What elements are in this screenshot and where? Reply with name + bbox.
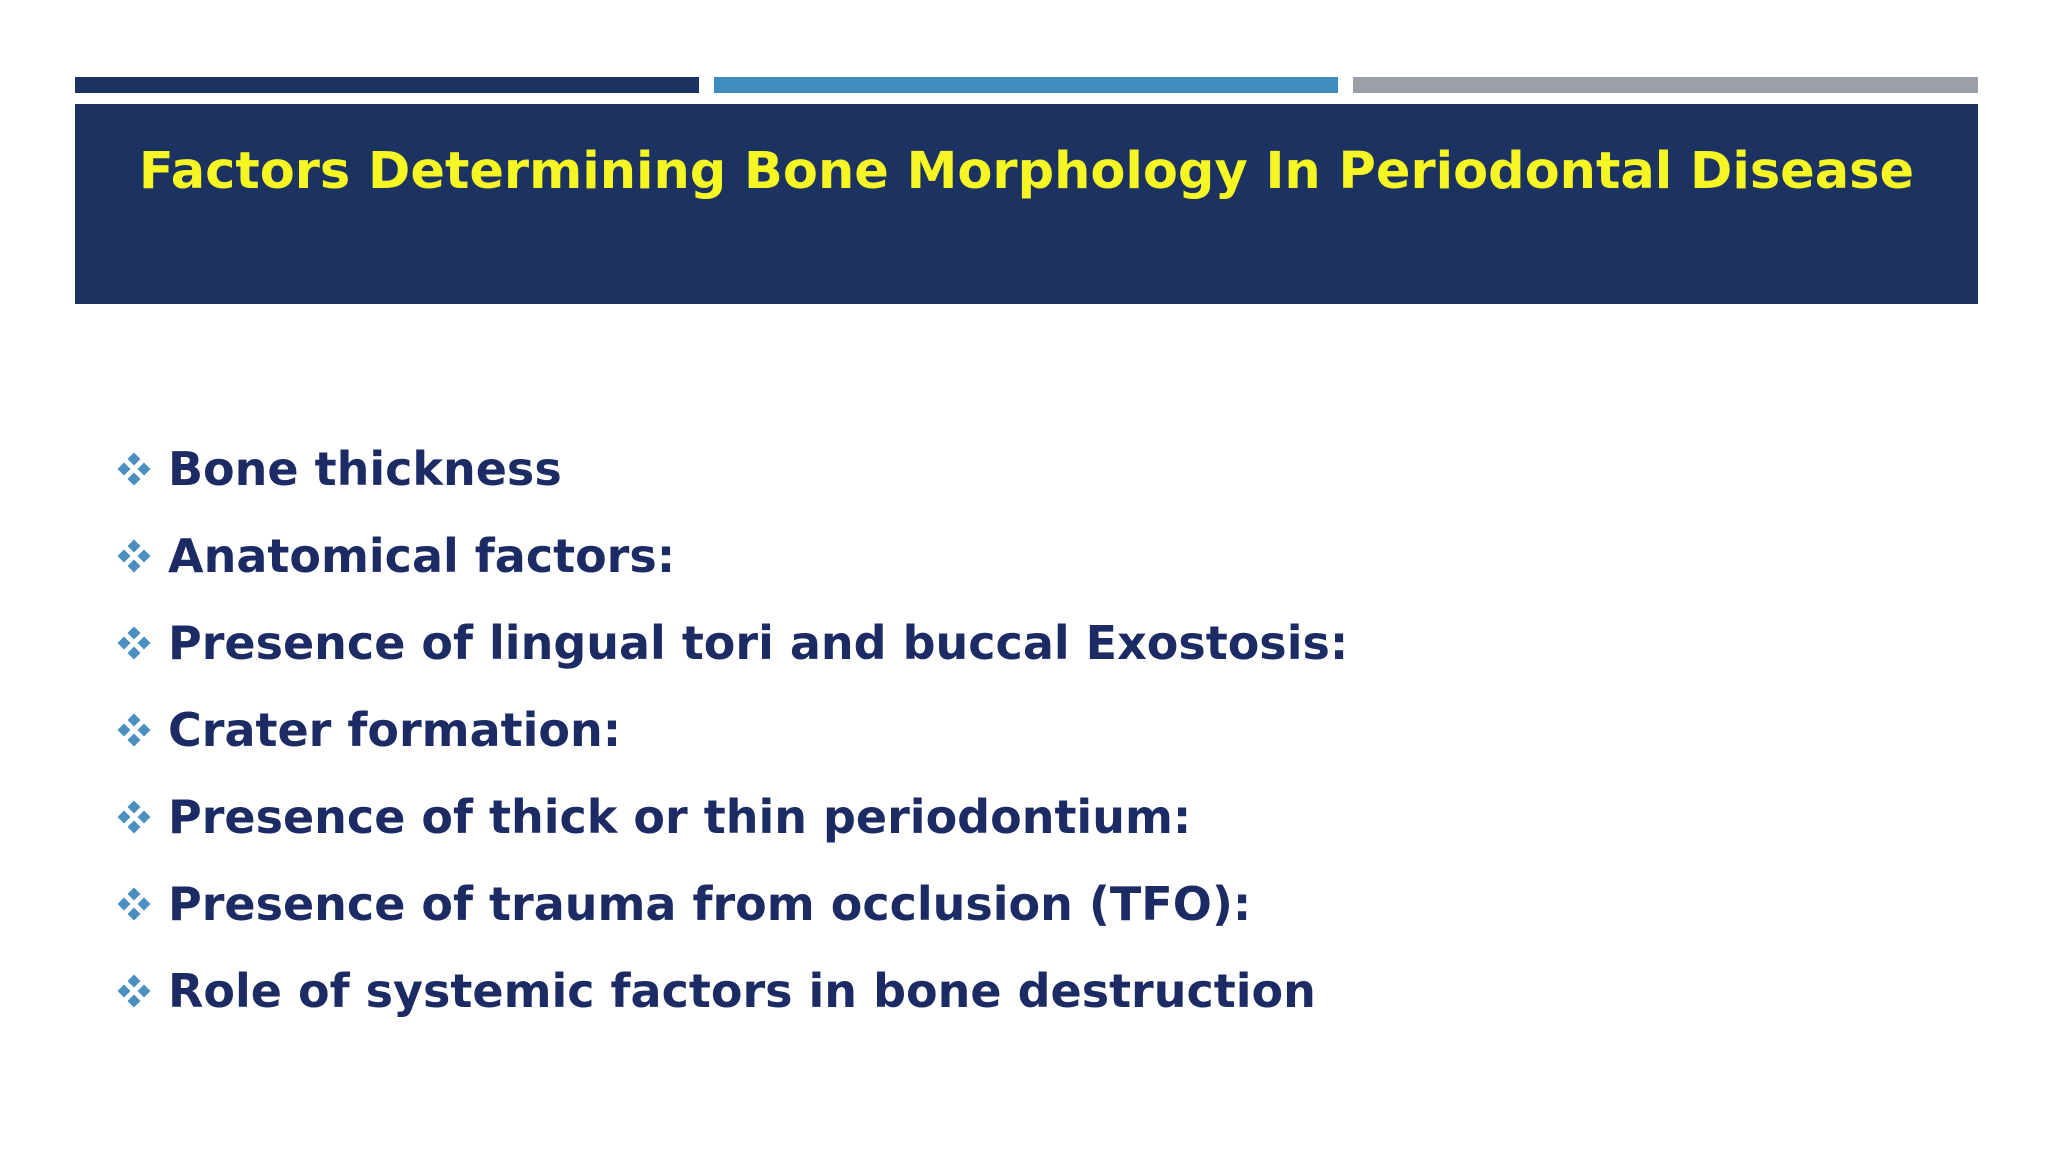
diamond-shape	[138, 549, 151, 562]
diamond-shape	[128, 646, 141, 659]
slide-title: Factors Determining Bone Morphology In Periodontal Disease	[138, 142, 1915, 201]
list-item	[116, 512, 1348, 599]
diamond-shape	[118, 897, 131, 910]
diamond-shape	[138, 897, 151, 910]
title-banner	[75, 104, 1978, 304]
diamond-cluster-icon	[116, 712, 152, 748]
diamond-shape	[128, 974, 141, 987]
accent-bar-navy	[75, 77, 699, 93]
list-item	[116, 860, 1348, 947]
diamond-shape	[128, 733, 141, 746]
list-item	[116, 425, 1348, 512]
bullet-text: Crater formation:	[168, 702, 622, 757]
diamond-shape	[118, 549, 131, 562]
bullet-text: Presence of lingual tori and buccal Exostosis:	[168, 615, 1349, 670]
bullet-text: Role of systemic factors in bone destruction	[168, 963, 1316, 1018]
diamond-shape	[118, 462, 131, 475]
bullet-list	[116, 425, 1348, 1034]
list-item	[116, 947, 1348, 1034]
diamond-shape	[128, 626, 141, 639]
bullet-text: Presence of trauma from occlusion (TFO):	[168, 876, 1252, 931]
diamond-shape	[118, 636, 131, 649]
accent-bar-blue	[714, 77, 1338, 93]
diamond-cluster-icon	[116, 973, 152, 1009]
diamond-shape	[128, 713, 141, 726]
diamond-shape	[118, 984, 131, 997]
diamond-shape	[128, 800, 141, 813]
diamond-shape	[138, 462, 151, 475]
list-item	[116, 773, 1348, 860]
diamond-shape	[138, 984, 151, 997]
diamond-shape	[138, 636, 151, 649]
list-item	[116, 599, 1348, 686]
diamond-shape	[118, 810, 131, 823]
diamond-shape	[128, 820, 141, 833]
diamond-shape	[128, 452, 141, 465]
diamond-shape	[128, 559, 141, 572]
bullet-text: Presence of thick or thin periodontium:	[168, 789, 1192, 844]
diamond-cluster-icon	[116, 886, 152, 922]
list-item	[116, 686, 1348, 773]
diamond-shape	[128, 887, 141, 900]
diamond-shape	[138, 810, 151, 823]
diamond-cluster-icon	[116, 451, 152, 487]
diamond-cluster-icon	[116, 538, 152, 574]
bullet-text: Anatomical factors:	[168, 528, 676, 583]
diamond-shape	[128, 472, 141, 485]
accent-bar-gray	[1353, 77, 1978, 93]
diamond-cluster-icon	[116, 625, 152, 661]
diamond-shape	[118, 723, 131, 736]
diamond-cluster-icon	[116, 799, 152, 835]
diamond-shape	[128, 539, 141, 552]
diamond-shape	[138, 723, 151, 736]
diamond-shape	[128, 994, 141, 1007]
bullet-text: Bone thickness	[168, 441, 562, 496]
diamond-shape	[128, 907, 141, 920]
